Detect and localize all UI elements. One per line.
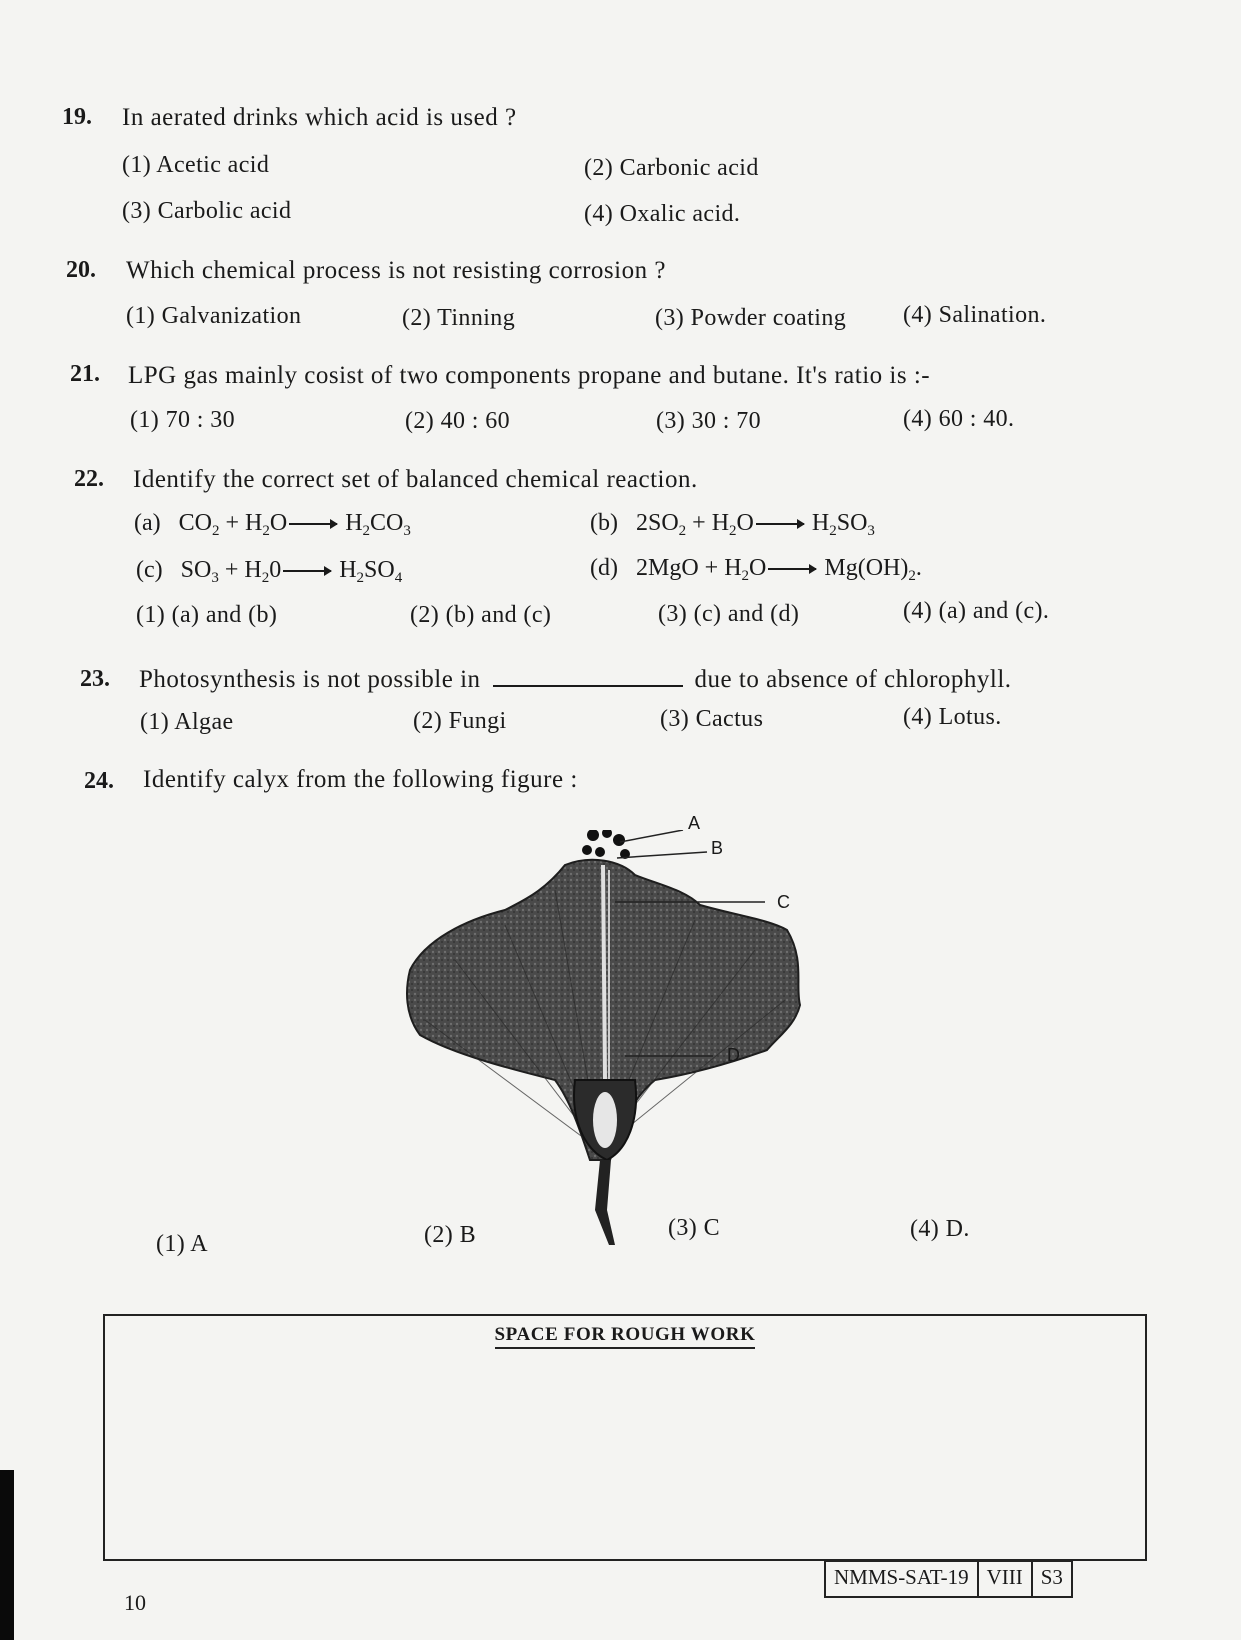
reaction-b-label: (b) bbox=[590, 510, 618, 536]
q23-option-4: (4) Lotus. bbox=[903, 704, 1002, 730]
reaction-d-label: (d) bbox=[590, 555, 618, 581]
question-22-number: 22. bbox=[74, 466, 104, 492]
q20-option-3: (3) Powder coating bbox=[655, 305, 847, 331]
q22-option-1: (1) (a) and (b) bbox=[136, 602, 278, 628]
reaction-a-label: (a) bbox=[134, 510, 161, 536]
q23-option-1: (1) Algae bbox=[140, 709, 234, 735]
q20-option-1: (1) Galvanization bbox=[126, 303, 302, 329]
arrow-icon bbox=[289, 523, 337, 525]
rough-work-area bbox=[103, 1314, 1147, 1561]
rough-work-title: SPACE FOR ROUGH WORK bbox=[105, 1324, 1145, 1346]
q19-option-3: (3) Carbolic acid bbox=[122, 198, 292, 224]
exam-set: S3 bbox=[1040, 1565, 1063, 1589]
question-24-text: Identify calyx from the following figure : bbox=[143, 766, 578, 793]
q23-option-2: (2) Fungi bbox=[413, 708, 507, 734]
q21-option-3: (3) 30 : 70 bbox=[656, 408, 762, 434]
reaction-c-label: (c) bbox=[136, 557, 163, 583]
q19-option-2: (2) Carbonic acid bbox=[584, 155, 759, 181]
question-21-text: LPG gas mainly cosist of two components propane and butane. It's ratio is :- bbox=[128, 362, 931, 389]
q22-option-4: (4) (a) and (c). bbox=[903, 598, 1050, 624]
figure-label-a: A bbox=[688, 813, 701, 833]
question-19-number: 19. bbox=[62, 104, 92, 130]
reaction-a: (a) $CO_2 + H_2O$ $H_2CO_3$ bbox=[134, 510, 411, 539]
exam-code: NMMS-SAT-19 bbox=[826, 1562, 979, 1596]
reaction-b: (b) $2SO_2 + H_2O$ $H_2SO_3$ bbox=[590, 510, 875, 539]
q24-option-2: (2) B bbox=[424, 1222, 476, 1248]
q21-option-4: (4) 60 : 40. bbox=[903, 406, 1015, 432]
q24-option-4: (4) D. bbox=[910, 1216, 970, 1242]
q21-option-1: (1) 70 : 30 bbox=[130, 407, 236, 433]
q19-option-1: (1) Acetic acid bbox=[122, 152, 270, 178]
figure-label-d: D bbox=[727, 1045, 740, 1065]
question-23-text bbox=[139, 666, 1012, 694]
question-23-number: 23. bbox=[80, 666, 110, 692]
q20-option-2: (2) Tinning bbox=[402, 305, 516, 331]
q20-option-4: (4) Salination. bbox=[903, 302, 1047, 328]
scan-edge-shadow bbox=[0, 1470, 14, 1640]
arrow-icon bbox=[756, 523, 804, 525]
q24-option-3: (3) C bbox=[668, 1215, 720, 1241]
question-24-number: 24. bbox=[84, 768, 114, 794]
reaction-c: (c) $SO_3 + H_20$ $H_2SO_4$ bbox=[136, 557, 403, 586]
q24-option-1: (1) A bbox=[156, 1231, 208, 1257]
exam-code-box bbox=[824, 1560, 1073, 1598]
flower-diagram bbox=[395, 830, 815, 1250]
question-21-number: 21. bbox=[70, 361, 100, 387]
exam-class: VIII bbox=[979, 1562, 1033, 1596]
question-20-text: Which chemical process is not resisting corrosion ? bbox=[126, 257, 666, 284]
q23-text-before: Photosynthesis is not possible in bbox=[139, 666, 481, 693]
question-20-number: 20. bbox=[66, 257, 96, 283]
answer-blank bbox=[493, 685, 683, 687]
reaction-d: (d) $2MgO + H_2O$ $Mg(OH)_2$. bbox=[590, 555, 922, 584]
q19-option-4: (4) Oxalic acid. bbox=[584, 201, 741, 227]
q23-option-3: (3) Cactus bbox=[660, 706, 764, 732]
page-number: 10 bbox=[124, 1590, 146, 1615]
figure-label-c: C bbox=[777, 892, 790, 912]
q21-option-2: (2) 40 : 60 bbox=[405, 408, 511, 434]
figure-label-b: B bbox=[711, 838, 724, 858]
question-22-text: Identify the correct set of balanced chemical reaction. bbox=[133, 466, 698, 493]
arrow-icon bbox=[768, 568, 816, 570]
question-19-text: In aerated drinks which acid is used ? bbox=[122, 104, 517, 131]
q22-option-3: (3) (c) and (d) bbox=[658, 601, 800, 627]
arrow-icon bbox=[283, 570, 331, 572]
q22-option-2: (2) (b) and (c) bbox=[410, 602, 552, 628]
q23-text-after: due to absence of chlorophyll. bbox=[694, 666, 1012, 693]
